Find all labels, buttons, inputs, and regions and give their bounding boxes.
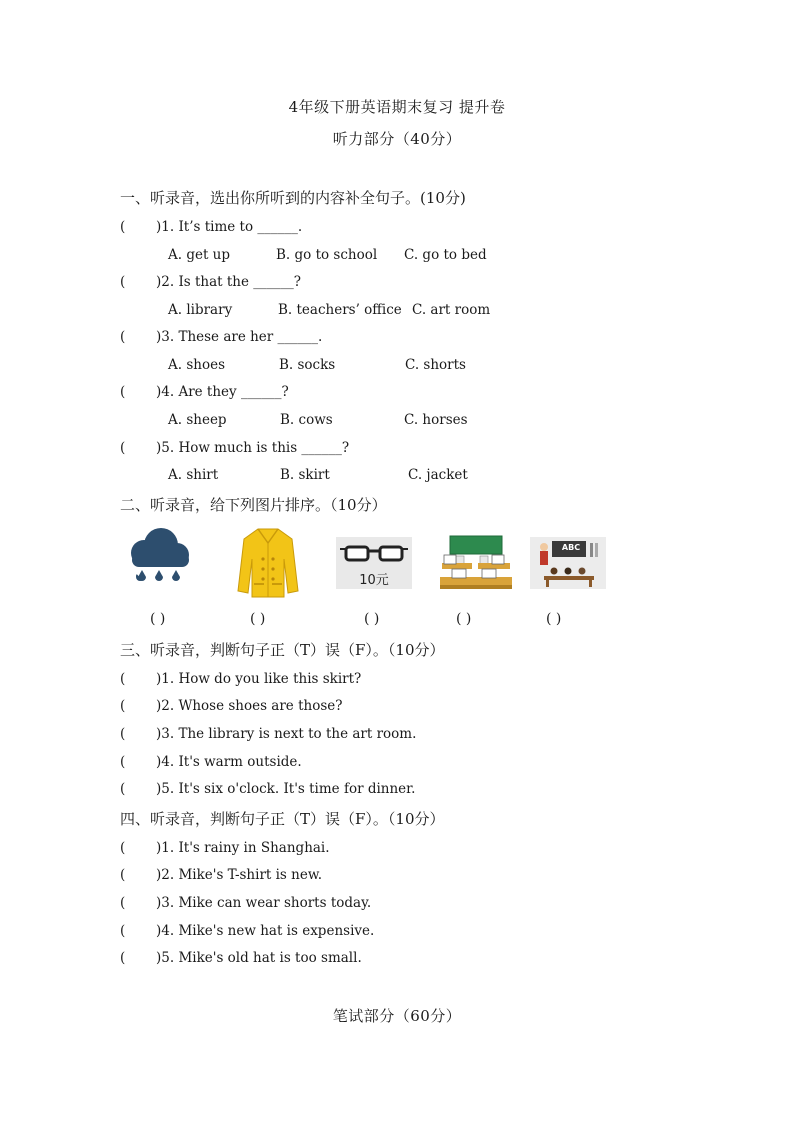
option: C. art room — [412, 302, 491, 318]
option: A. sheep — [168, 412, 227, 428]
computer-room-picture — [438, 535, 514, 591]
option: C. horses — [404, 412, 468, 428]
order-blank[interactable]: ( ) — [364, 611, 380, 627]
option: B. cows — [280, 412, 333, 428]
option: A. shirt — [168, 467, 219, 483]
order-blank[interactable]: ( ) — [456, 611, 472, 627]
option: B. go to school — [276, 247, 378, 263]
glasses-icon — [336, 539, 412, 569]
option: B. socks — [279, 357, 336, 373]
order-blank[interactable]: ( ) — [546, 611, 562, 627]
option: A. shoes — [168, 357, 225, 373]
price-label: 10元 — [359, 573, 389, 588]
yellow-coat-picture — [232, 525, 304, 601]
option: B. teachers’ office — [278, 302, 402, 318]
worksheet-page: 4年级下册英语期末复习 提升卷 听力部分（40分） 一、听录音，选出你所听到的内容补全句子。(10分) ( )1. It’s time to ______. A. get up B. go to school C. go to bed ( )2. Is that the ______? A. library B. teachers’ office C. art room ( )3. These are her ______. A. shoes B. socks C. shorts ( )4. Are they ______? A. sheep B. cows C. horses ( )5. How much is this ______? A. shirt B. skirt C. jacket 二、听录音，给下列图片排序。（10分） 10元 ABC ( ) ( ) ( ) ( ) ( ) 三、听录音，判断句子正（T）误（F）。（10分） ( )1. How do you like this skirt? ( )2. Whose shoes are those? ( )3. The library is next to the art room. ( )4. It's warm outside. ( )5. It's six o'clock. It's time for dinner. 四、听录音，判断句子正（T）误（F）。（10分） ( )1. It's rainy in Shanghai. ( )2. Mike's T-shirt is new. ( )3. Mike can wear shorts today. ( )4. Mike's new hat is expensive. ( )5. Mike's old hat is too small. 笔试部分（60分） — [0, 0, 794, 1123]
option: C. go to bed — [404, 247, 487, 263]
page-title: 4年级下册英语期末复习 提升卷 — [288, 98, 506, 116]
classroom-picture — [530, 537, 606, 589]
order-blank[interactable]: ( ) — [250, 611, 266, 627]
option: B. skirt — [280, 467, 330, 483]
section2-heading: 二、听录音，给下列图片排序。（10分） — [120, 496, 387, 514]
glasses-price-picture — [336, 537, 412, 589]
option: A. library — [168, 302, 233, 318]
section1-heading: 一、听录音，选出你所听到的内容补全句子。(10分) — [120, 189, 466, 207]
written-part-title: 笔试部分（60分） — [332, 1007, 462, 1025]
section3-heading: 三、听录音，判断句子正（T）误（F）。（10分） — [120, 641, 445, 659]
board-text: ABC — [561, 543, 581, 552]
option: C. jacket — [408, 467, 468, 483]
listening-part-title: 听力部分（40分） — [332, 130, 462, 148]
option: A. get up — [168, 247, 231, 263]
section4-heading: 四、听录音，判断句子正（T）误（F）。（10分） — [120, 810, 445, 828]
rain-cloud-picture — [124, 525, 194, 595]
option: C. shorts — [405, 357, 466, 373]
order-blank[interactable]: ( ) — [150, 611, 166, 627]
